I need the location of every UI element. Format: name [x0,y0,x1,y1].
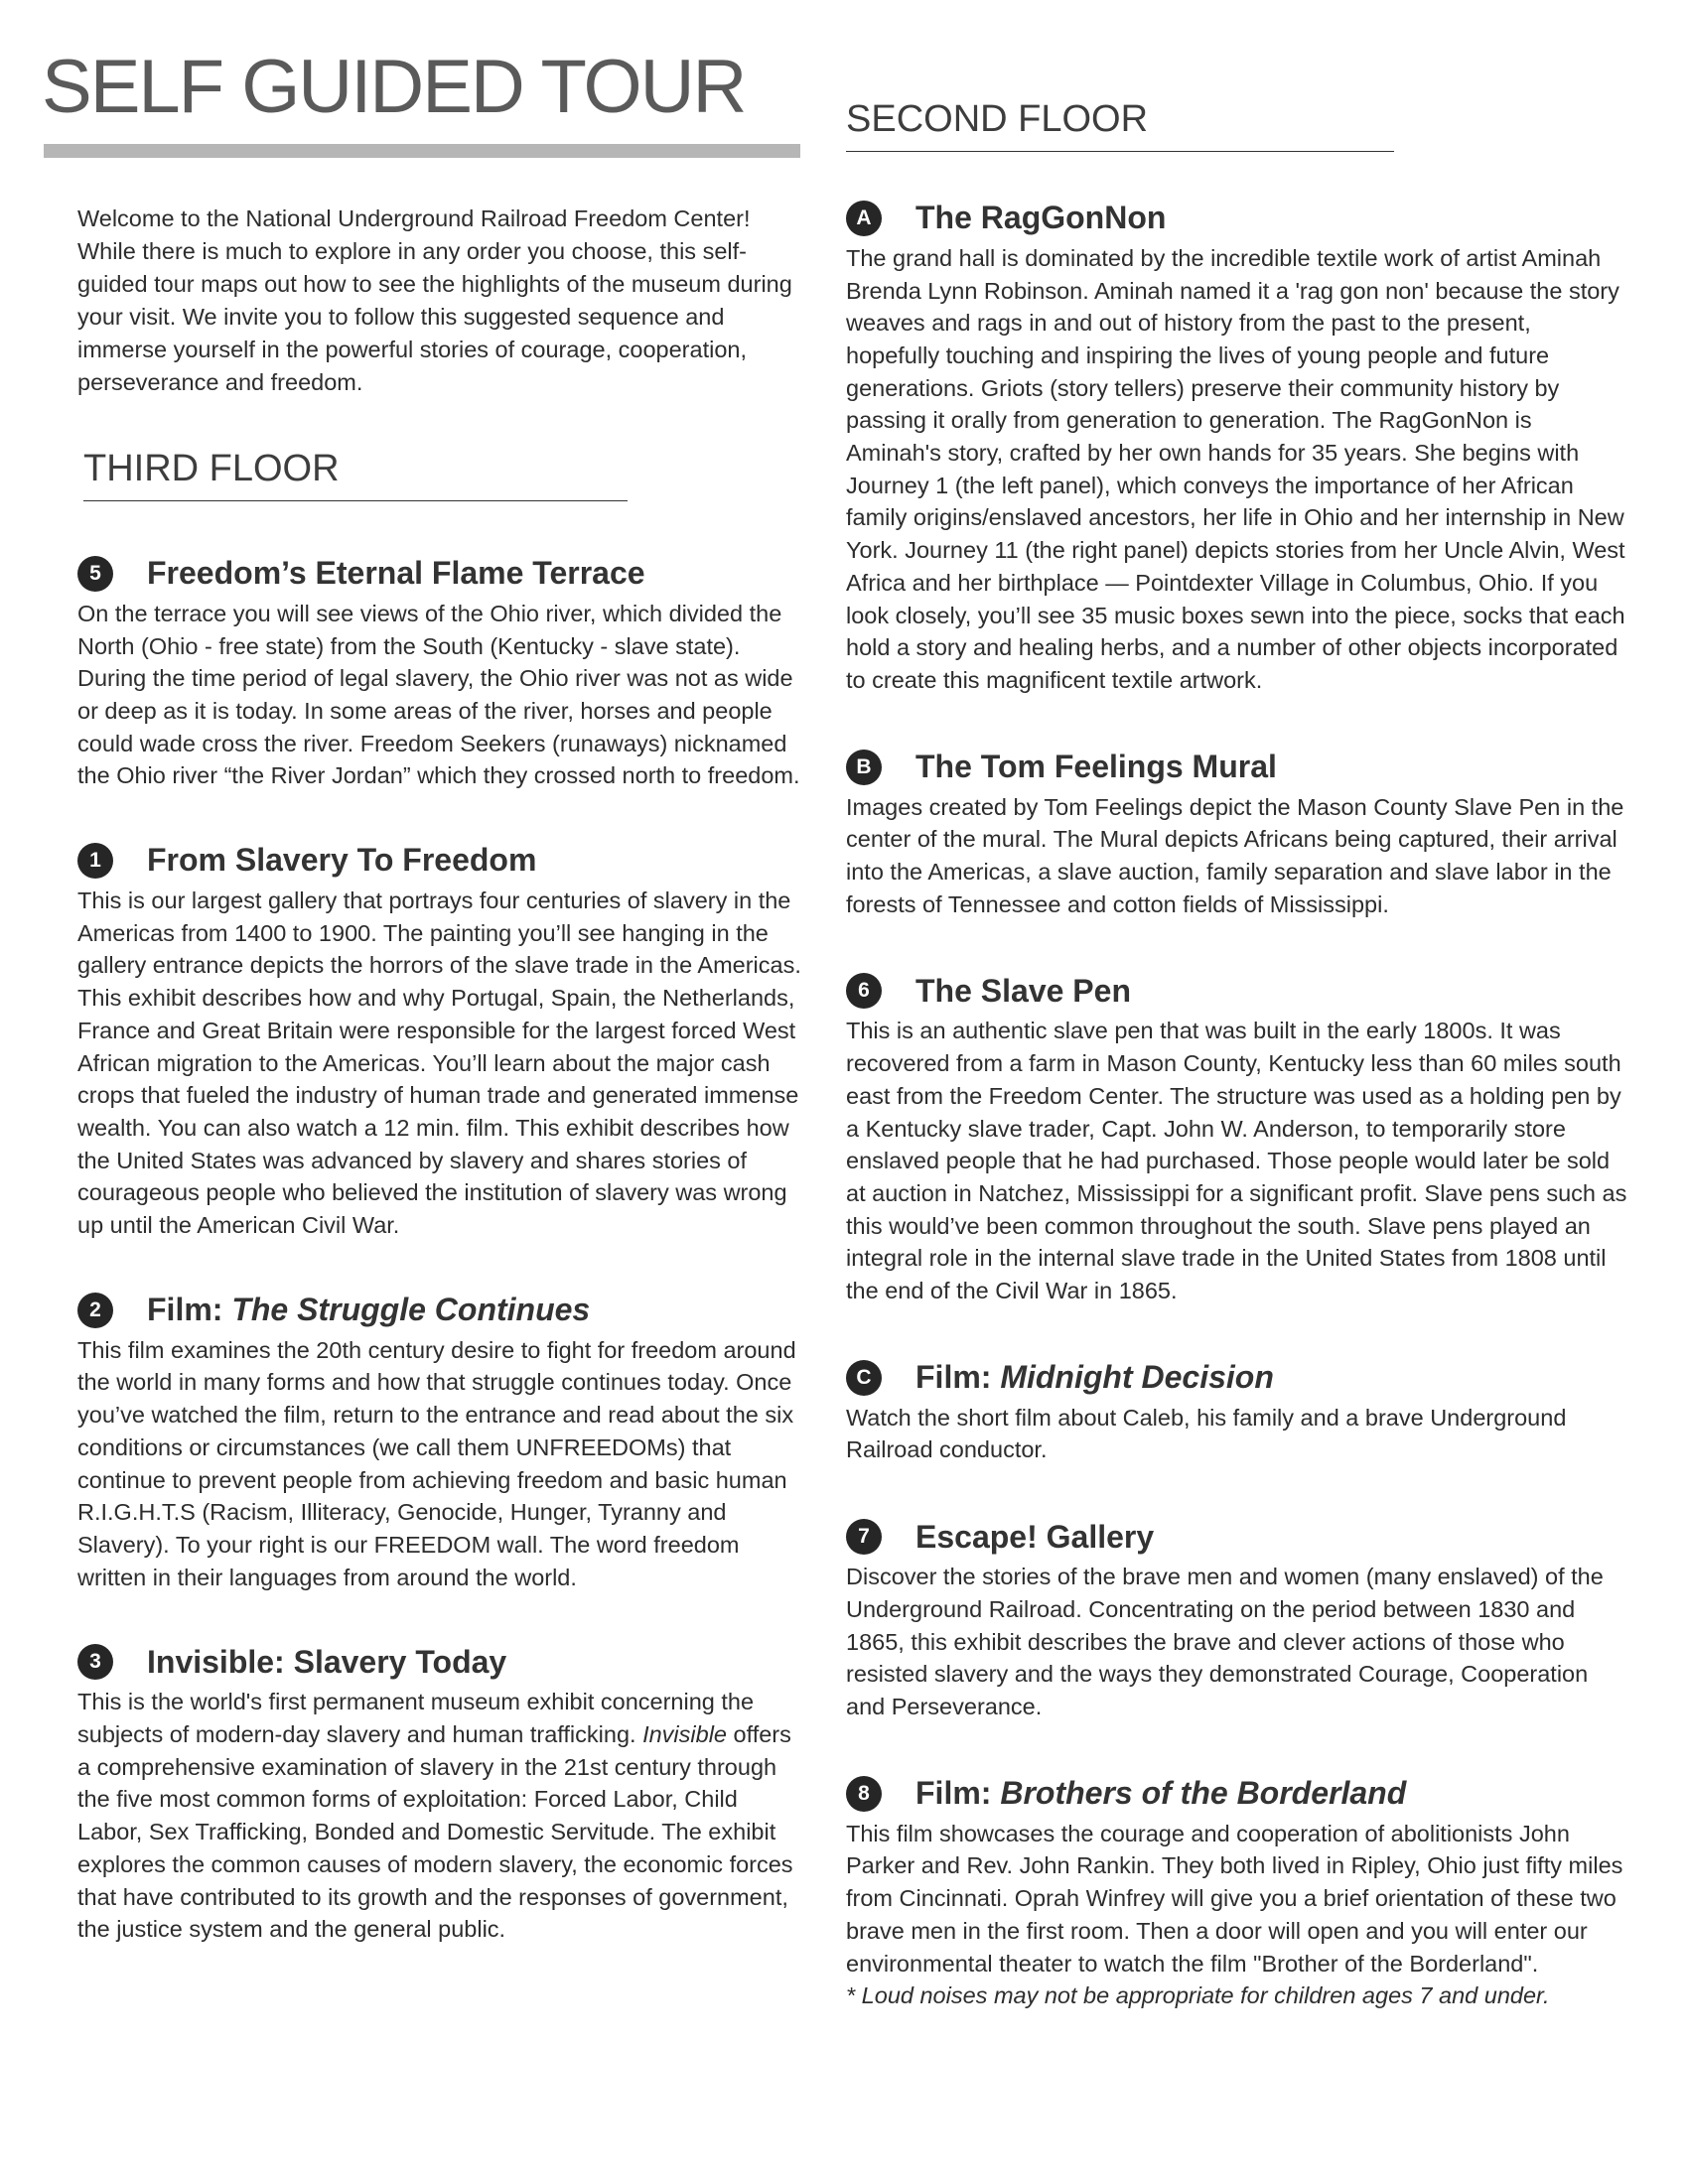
section-invisible [77,1644,802,1946]
section-brothers-borderland [846,1776,1630,2012]
second-floor-heading: SECOND FLOOR [846,99,1394,152]
stop-badge: A [846,201,882,236]
section-body: Discover the stories of the brave men and women (many enslaved) of the Underground Railroad. Concentrating on the period between 1830 and 1865, this exhibit describes the brave and clever actions of those who resisted slavery and the ways they demonstrated Courage, Cooperation and Perseverance. [846,1564,1604,1719]
age-advisory-note: * Loud noises may not be appropriate for children ages 7 and under. [846,1982,1550,2009]
film-title: Midnight Decision [1000,1359,1274,1396]
left-column [77,203,802,1946]
title-prefix: Film: [147,1292,232,1328]
section-title: Escape! Gallery [915,1518,1155,1555]
stop-badge: 6 [846,973,882,1009]
section-struggle-continues [77,1293,802,1594]
stop-badge: 7 [846,1519,882,1555]
section-title [147,1293,590,1327]
section-title: Invisible: Slavery Today [147,1643,507,1680]
section-title: The RagGonNon [915,200,1167,236]
title-prefix: Film: [915,1359,1001,1396]
section-midnight-decision [846,1360,1630,1466]
stop-badge: 2 [77,1293,113,1328]
section-body: Images created by Tom Feelings depict the Mason County Slave Pen in the center of the mural. The Mural depicts Africans being captured, their arrival into the Americas, a slave auction, family separation and slave labor in the forests of Tennessee and cotton fields of Mississippi. [846,793,1624,917]
third-floor-heading: THIRD FLOOR [83,449,628,501]
section-tom-feelings-mural [846,750,1630,921]
section-body: This is an authentic slave pen that was built in the early 1800s. It was recovered from a farm in Mason County, Kentucky less than 60 miles south east from the Freedom Center. The structure was used as a holding pen by a Kentucky slave trader, Capt. John W. Anderson, to temporarily store enslaved people that he had purchased. Those people would later be sold at auction in Natchez, Mississippi for a significant profit. Slave pens such as this would’ve been common throughout the south. Slave pens played an integral role in the internal slave trade in the United States from 1808 until the end of the Civil War in 1865. [846,1018,1627,1304]
stop-badge: 8 [846,1776,882,1812]
section-title: Freedom’s Eternal Flame Terrace [147,555,645,592]
intro-paragraph: Welcome to the National Underground Railroad Freedom Center! While there is much to explore in any order you choose, this self-guided tour maps out how to see the highlights of the museum during your visit. We invite you to follow this suggested sequence and immerse yourself in the powerful stories of courage, cooperation, perseverance and freedom. [77,205,792,395]
stop-badge: 5 [77,556,113,592]
section-body [77,1686,802,1946]
section-body: This is our largest gallery that portrays four centuries of slavery in the Americas from 1400 to 1900. The painting you’ll see hanging in the gallery entrance depicts the horrors of the slave trade in the Americas. This exhibit describes how and why Portugal, Spain, the Netherlands, France and Great Britain were responsible for the largest forced West African migration to the Americas. You’ll learn about the major cash crops that fueled the industry of human trade and generated immense wealth. You can also watch a 12 min. film. This exhibit describes how the United States was advanced by slavery and shares stories of courageous people who believed the institution of slavery was wrong up until the American Civil War. [77,887,801,1239]
section-flame-terrace [77,556,802,792]
section-body: The grand hall is dominated by the incredible textile work of artist Aminah Brenda Lynn Robinson. Aminah named it a 'rag gon non' because the story weaves and rags in and out of history from the past to the present, hopefully touching and inspiring the lives of young people and future generations. Griots (story tellers) preserve their community history by passing it orally from generation to generation. The RagGonNon is Aminah's story, crafted by her own hands for 35 years. She begins with Journey 1 (the left panel), which conveys the importance of her African family origins/enslaved ancestors, her life in Ohio and her internship in New York. Journey 11 (the right panel) depicts stories from her Uncle Alvin, West Africa and her birthplace — Pointdexter Village in Columbus, Ohio. If you look closely, you’ll see 35 music boxes sewn into the piece, socks that each hold a story and healing herbs, and a number of other objects incorporated to create this magnificent textile artwork. [846,244,1625,693]
stop-badge: C [846,1360,882,1396]
right-column [846,99,1630,2012]
body-text: offers a comprehensive examination of slavery in the 21st century through the five most common forms of exploitation: Forced Labor, Child Labor, Sex Trafficking, Bonded and Domestic Servitude. The exhibit explores the common causes of modern slavery, the economic forces that have contributed to its growth and the responses of government, the justice system and the general public. [77,1721,793,1943]
stop-badge: B [846,750,882,785]
title-rule [44,144,800,158]
section-title [915,1360,1274,1395]
section-body: This film examines the 20th century desire to fight for freedom around the world in many forms and how that struggle continues today. Once you’ve watched the film, return to the entrance and read about the six conditions or circumstances (we call them UNFREEDOMs) that continue to prevent people from achieving freedom and basic human R.I.G.H.T.S (Racism, Illiteracy, Genocide, Hunger, Tyranny and Slavery). To your right is our FREEDOM wall. The word freedom written in their languages from around the world. [77,1336,796,1590]
section-slavery-to-freedom [77,843,802,1242]
film-title: Brothers of the Borderland [1000,1775,1407,1812]
section-title: From Slavery To Freedom [147,842,537,879]
section-title: The Slave Pen [915,972,1131,1009]
section-body: Watch the short film about Caleb, his family and a brave Underground Railroad conductor. [846,1404,1567,1463]
section-body [846,1818,1630,2012]
stop-badge: 1 [77,843,113,879]
body-text: This film showcases the courage and cooperation of abolitionists John Parker and Rev. John Rankin. They both lived in Ripley, Ohio just fifty miles from Cincinnati. Oprah Winfrey will give you a brief orientation of these two brave men in the first room. Then a door will open and you will enter our environmental theater to watch the film "Brother of the Borderland". [846,1820,1623,1977]
section-raggonnon [846,201,1630,697]
section-title [915,1776,1406,1811]
exhibit-name: Invisible [642,1721,727,1748]
section-body: On the terrace you will see views of the Ohio river, which divided the North (Ohio - free state) from the South (Kentucky - slave state). During the time period of legal slavery, the Ohio river was not as wide or deep as it is today. In some areas of the river, horses and people could wade cross the river. Freedom Seekers (runaways) nicknamed the Ohio river “the River Jordan” which they crossed north to freedom. [77,600,800,789]
body-text: This is the world's first permanent museum exhibit concerning the subjects of modern-day slavery and human trafficking. [77,1689,755,1748]
film-title: The Struggle Continues [231,1292,591,1328]
page-title: SELF GUIDED TOUR [42,45,746,129]
section-title: The Tom Feelings Mural [915,749,1277,785]
section-escape-gallery [846,1519,1630,1723]
title-prefix: Film: [915,1775,1001,1812]
stop-badge: 3 [77,1644,113,1680]
section-slave-pen [846,973,1630,1306]
